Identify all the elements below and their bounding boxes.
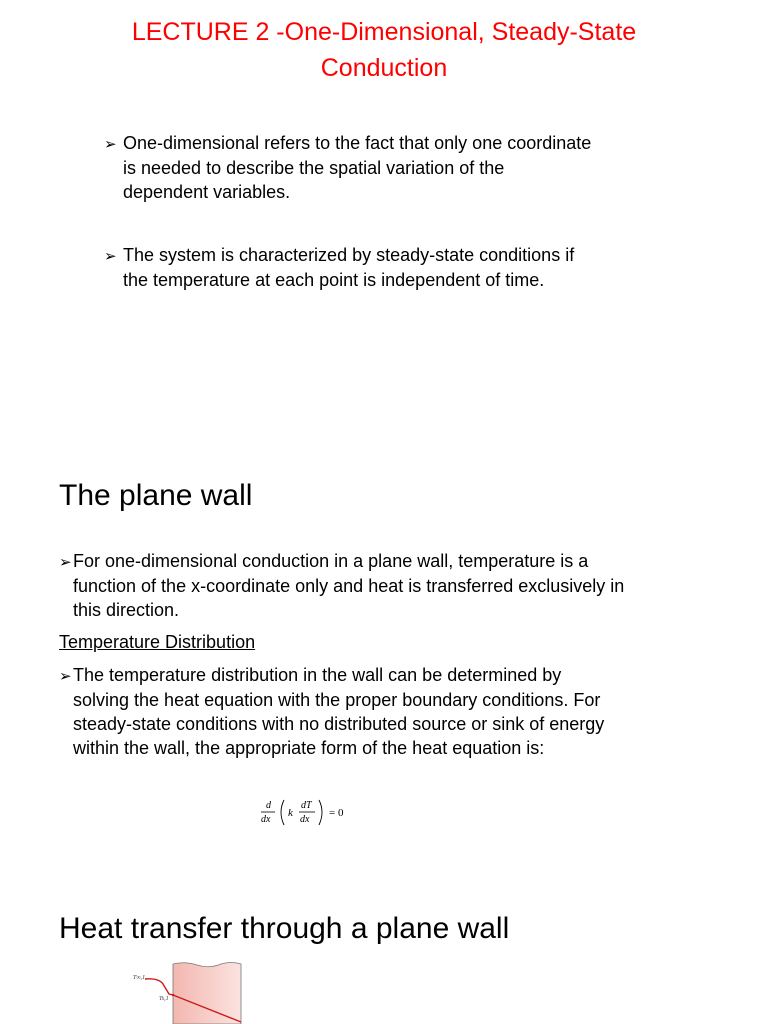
equation-k: k [288,807,293,819]
paragraph-line: function of the x-coordinate only and heat is transferred exclusively in [73,576,625,596]
bullet-line: One-dimensional refers to the fact that only one coordinate [123,133,592,153]
equation-dx-2: dx [300,814,310,825]
plane-wall-figure [125,962,265,1024]
temperature-distribution-subheading: Temperature Distribution [59,632,256,652]
surface-point [172,994,174,996]
bullet-one-dimensional [104,131,591,204]
paragraph-line: steady-state conditions with no distributed source or sink of energy [73,714,605,734]
arrow-bullet-icon: ➢ [59,553,72,571]
lecture-title-line-2: Conduction [320,54,448,82]
bullet-line: The system is characterized by steady-state conditions if [123,245,575,265]
plane-wall-paragraph [59,549,624,622]
arrow-bullet-icon: ➢ [104,247,117,265]
slide-1 [0,0,768,330]
equation-dT: dT [301,800,312,811]
paragraph-line: The temperature distribution in the wall can be determined by [73,665,562,685]
paragraph-line: For one-dimensional conduction in a plane wall, temperature is a [73,551,589,571]
wall-shape [173,963,241,1024]
paragraph-line: within the wall, the appropriate form of the heat equation is: [73,738,545,758]
label-t-s-1: Ts,1 [159,996,169,1002]
plane-wall-heading: The plane wall [59,479,253,512]
heat-equation [258,795,378,831]
bullet-line: dependent variables. [123,182,291,202]
paragraph-line: this direction. [73,600,180,620]
equation-equals-zero: = 0 [329,807,344,819]
label-t-inf-1: T∞,1 [133,975,146,981]
lecture-title [0,14,768,86]
arrow-bullet-icon: ➢ [59,667,72,685]
temperature-distribution-paragraph [59,663,604,760]
heat-transfer-heading: Heat transfer through a plane wall [59,912,510,945]
equation-d: d [266,800,271,811]
equation-dx: dx [261,814,271,825]
bullet-steady-state [104,243,574,292]
paragraph-line: solving the heat equation with the proper boundary conditions. For [73,690,601,710]
bullet-line: is needed to describe the spatial variation of the [123,158,505,178]
arrow-bullet-icon: ➢ [104,135,117,153]
lecture-title-line-1: LECTURE 2 -One-Dimensional, Steady-State [131,18,637,46]
bullet-line: the temperature at each point is independent of time. [123,270,545,290]
